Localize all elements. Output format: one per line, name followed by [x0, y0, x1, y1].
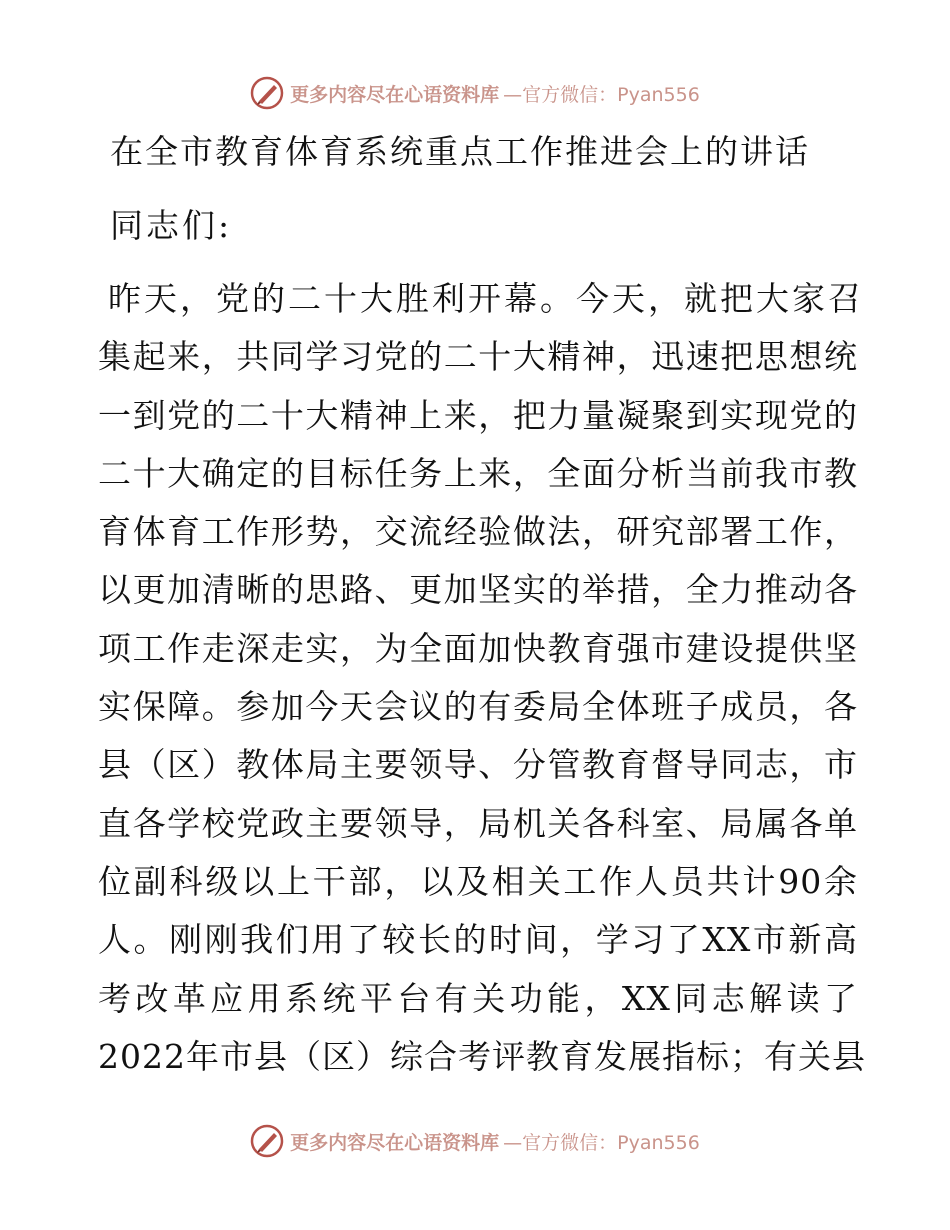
watermark-brand: 更多内容尽在心语资料库: [290, 1131, 500, 1154]
body-line: 位副科级以上干部，以及相关工作人员共计90余: [98, 861, 858, 901]
body-line: 以更加清晰的思路、更加坚实的举措，全力推动各: [98, 570, 858, 610]
watermark-header: [0, 76, 950, 110]
document-title: 在全市教育体育系统重点工作推进会上的讲话: [110, 132, 810, 171]
body-line: 育体育工作形势，交流经验做法，研究部署工作，: [98, 512, 858, 552]
body-line: 2022年市县（区）综合考评教育发展指标；有关县: [98, 1036, 866, 1076]
watermark-brand: 更多内容尽在心语资料库: [290, 83, 500, 106]
watermark-contact: —官方微信：Pyan556: [503, 83, 700, 106]
watermark-contact: —官方微信：Pyan556: [503, 1131, 700, 1154]
watermark-footer: [0, 1124, 950, 1158]
body-line: 县（区）教体局主要领导、分管教育督导同志，市: [98, 745, 858, 785]
body-line: 二十大确定的目标任务上来，全面分析当前我市教: [98, 453, 858, 493]
body-line: 昨天，党的二十大胜利开幕。今天，就把大家召: [108, 279, 864, 318]
body-line: 集起来，共同学习党的二十大精神，迅速把思想统: [98, 337, 858, 377]
body-text: [98, 270, 866, 1086]
body-line: 人。刚刚我们用了较长的时间，学习了XX市新高: [98, 920, 858, 960]
body-line: 一到党的二十大精神上来，把力量凝聚到实现党的: [98, 395, 858, 435]
pen-logo-icon: [250, 1124, 284, 1158]
body-line: 直各学校党政主要领导，局机关各科室、局属各单: [98, 803, 858, 843]
pen-logo-icon: [250, 76, 284, 110]
body-line: 项工作走深走实，为全面加快教育强市建设提供坚: [98, 628, 858, 668]
body-line: 考改革应用系统平台有关功能，XX同志解读了: [98, 978, 858, 1018]
body-line: 实保障。参加今天会议的有委局全体班子成员，各: [98, 687, 858, 727]
salutation: 同志们:: [110, 206, 233, 245]
